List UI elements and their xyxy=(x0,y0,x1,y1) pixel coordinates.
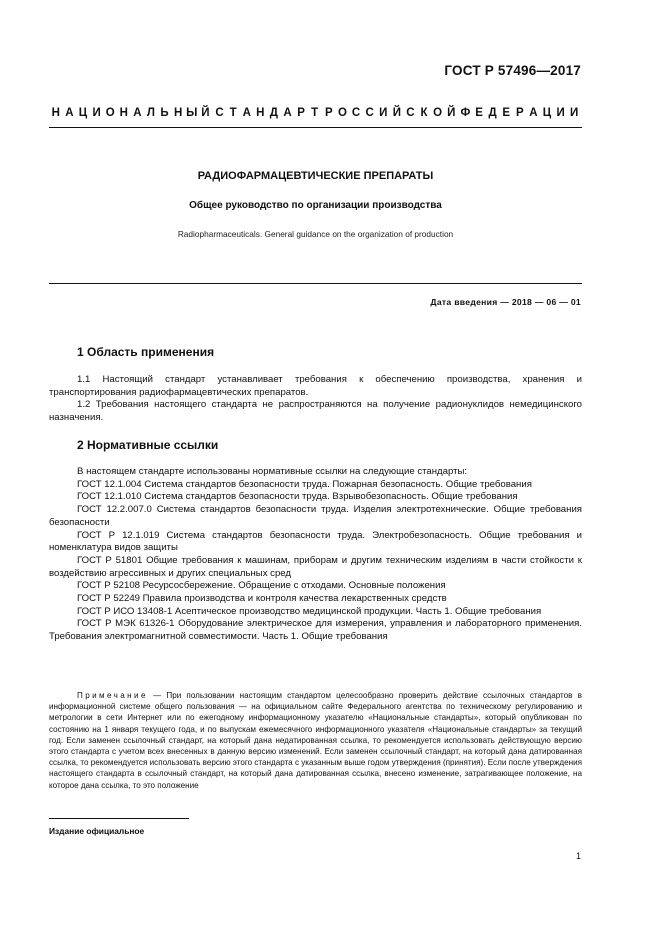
official-edition-label: Издание официальное xyxy=(49,826,145,836)
reference-item: ГОСТ Р 12.1.019 Система стандартов безопасности труда. Электробезопасность. Общие требования и номенклатура видов защиты xyxy=(49,529,582,554)
paragraph-1-1: 1.1 Настоящий стандарт устанавливает требования к обеспечению производства, хранения и транспортирования радиофармацевтических препаратов. xyxy=(49,374,582,398)
section-2-heading: 2 Нормативные ссылки xyxy=(77,438,219,452)
english-title: Radiopharmaceuticals. General guidance on the organization of production xyxy=(177,229,454,239)
reference-item: ГОСТ 12.1.004 Система стандартов безопасности труда. Пожарная безопасность. Общие требования xyxy=(77,478,532,490)
reference-item: ГОСТ 12.1.010 Система стандартов безопасности труда. Взрывобезопасность. Общие требования xyxy=(77,491,518,503)
references-intro: В настоящем стандарте использованы нормативные ссылки на следующие стандарты: xyxy=(77,466,468,477)
reference-item: ГОСТ Р 51801 Общие требования к машинам, приборам и другим техническим изделиям в части стойкости к воздействию агрессивных и других специальных сред xyxy=(49,554,582,579)
national-standard-banner xyxy=(49,107,581,119)
document-subtitle: Общее руководство по организации производства xyxy=(189,200,442,211)
references-note xyxy=(49,690,582,791)
title-rule xyxy=(49,283,582,284)
note-text: — При пользовании настоящим стандартом целесообразно проверить действие ссылочных стандартов в информационной системе общего пользования — на официальном сайте Федерального агентства по техническому регулированию и метрологии в сети Интернет или по ежегодному информационному указателю «Национальные стандарты», который опубликован по состоянию на 1 января текущего года, и по выпускам ежемесячного информационного указателя «Национальные стандарты» за текущий год. Если заменен ссылочный стандарт, на который дана недатированная ссылка, то рекомендуется использовать действующую версию этого стандарта с учетом всех внесенных в данную версию изменений. Если заменен ссылочный стандарт, на который дана датированная ссылка, то рекомендуется использовать версию этого стандарта с указанным выше годом утверждения (принятия). Если после утверждения настоящего стандарта в ссылочный стандарт, на который дана датированная ссылка, внесено изменение, затрагивающее положение, на которое дана ссылка, то это положение xyxy=(49,691,582,790)
references-block xyxy=(49,466,582,644)
reference-item: ГОСТ Р ИСО 13408-1 Асептическое производство медицинской продукции. Часть 1. Общие требования xyxy=(77,605,542,617)
reference-item: ГОСТ Р 52249 Правила производства и контроля качества лекарственных средств xyxy=(77,593,447,605)
banner-word: Ф Е Д Е Р А Ц И И xyxy=(460,107,579,119)
note-label: Примечание xyxy=(77,691,148,700)
document-title: РАДИОФАРМАЦЕВТИЧЕСКИЕ ПРЕПАРАТЫ xyxy=(197,170,434,182)
banner-word: С Т А Н Д А Р Т xyxy=(215,107,319,119)
reference-item: ГОСТ Р МЭК 61326-1 Оборудование электрическое для измерения, управления и лабораторного применения. Требования электромагнитной совместимости. Часть 1. Общие требования xyxy=(49,618,582,643)
header-rule xyxy=(49,127,582,128)
page-number: 1 xyxy=(575,851,581,861)
section-1-heading: 1 Область применения xyxy=(77,345,215,359)
banner-word: Р О С С И Й С К О Й xyxy=(325,107,456,119)
reference-item: ГОСТ Р 52108 Ресурсосбережение. Обращение с отходами. Основные положения xyxy=(77,580,446,592)
reference-item: ГОСТ 12.2.007.0 Система стандартов безопасности труда. Изделия электротехнические. Общие требования безопасности xyxy=(49,504,582,528)
paragraph-1-2: 1.2 Требования настоящего стандарта не распространяются на получение радионуклидов немедицинского назначения. xyxy=(49,399,582,424)
banner-word: Н А Ц И О Н А Л Ь Н Ы Й xyxy=(51,107,210,119)
introduction-date: Дата введения — 2018 — 06 — 01 xyxy=(430,297,581,307)
section-1-body xyxy=(49,374,582,425)
gost-number: ГОСТ Р 57496—2017 xyxy=(444,63,581,78)
footer-rule xyxy=(49,818,189,819)
